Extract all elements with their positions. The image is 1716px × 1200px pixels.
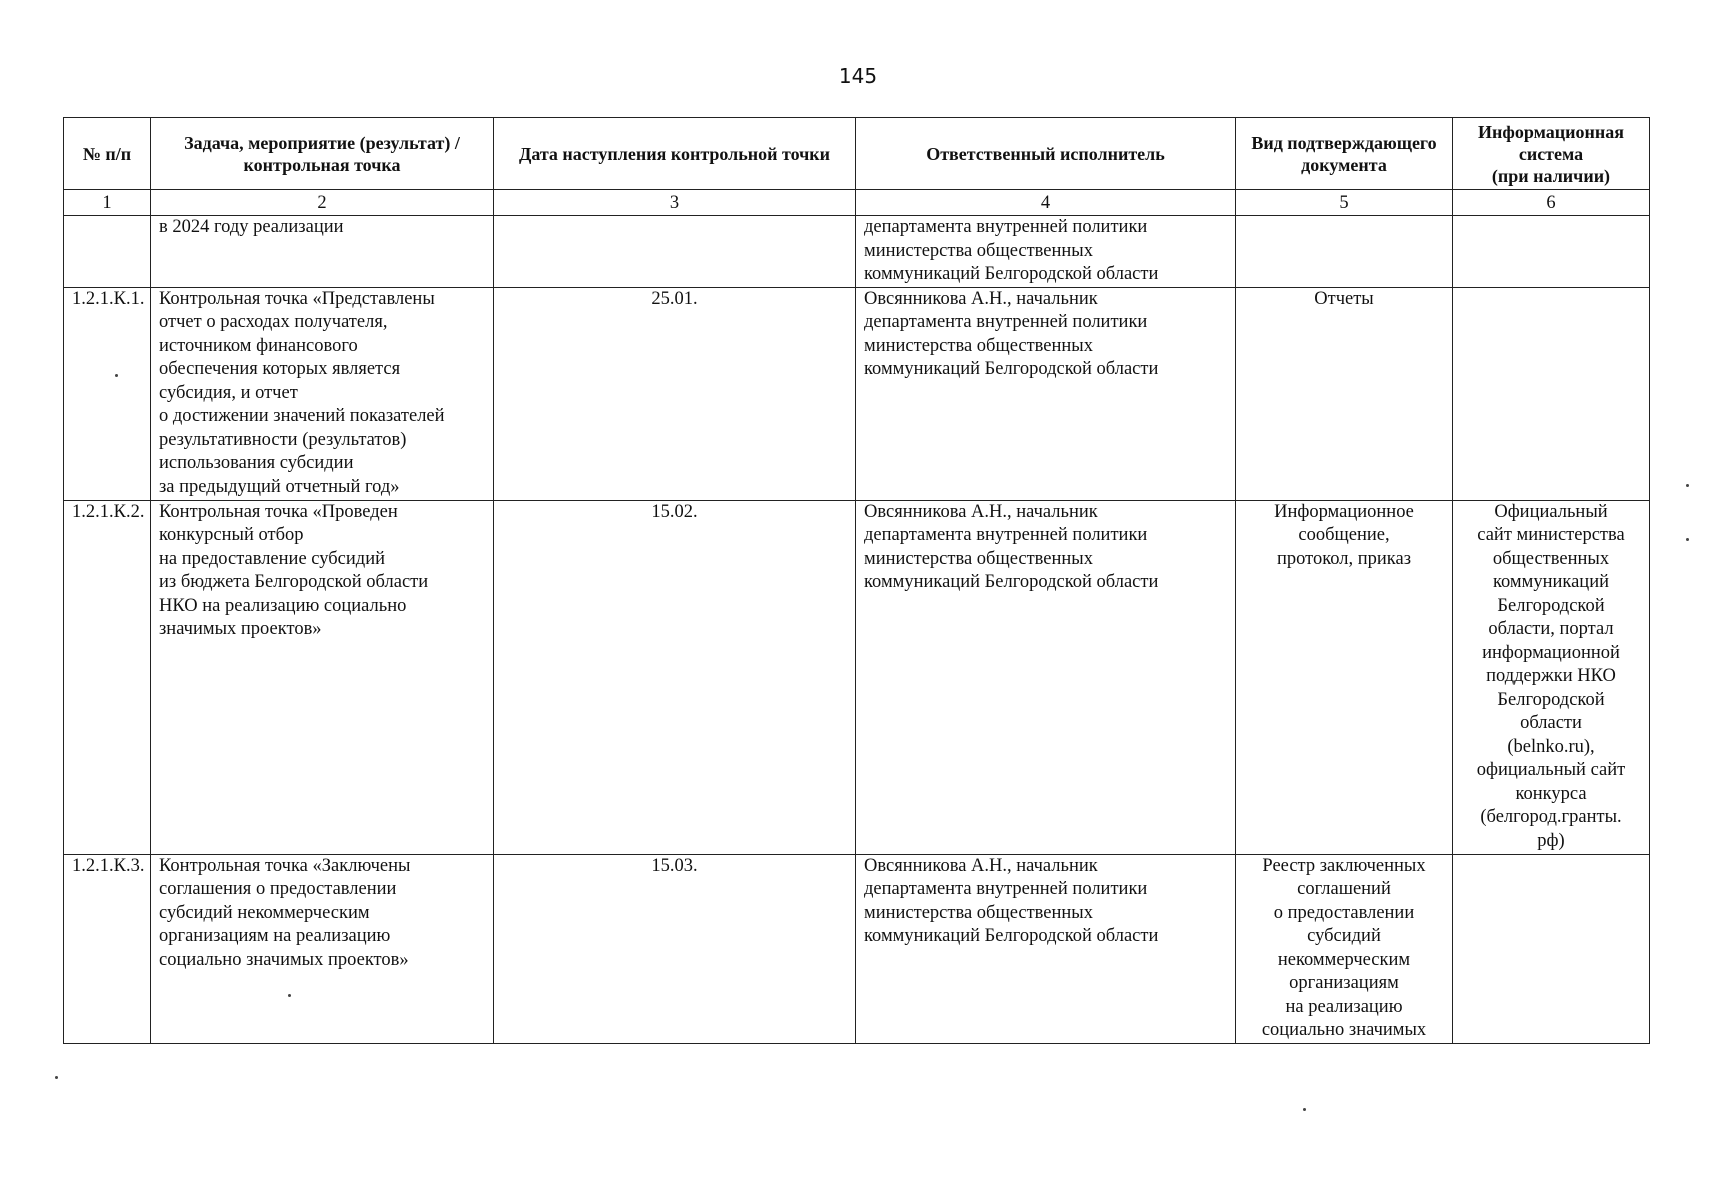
row-number	[64, 216, 151, 288]
row-responsible: департамента внутренней политики министерства общественных коммуникаций Белгородской области	[856, 216, 1236, 288]
scan-speck	[1686, 538, 1689, 541]
row-responsible: Овсянникова А.Н., начальник департамента внутренней политики министерства общественных коммуникаций Белгородской области	[856, 500, 1236, 854]
row-number: 1.2.1.К.2.	[64, 500, 151, 854]
table-row	[64, 500, 1650, 854]
row-system	[1453, 216, 1650, 288]
scan-speck	[1686, 484, 1689, 487]
row-document: Информационное сообщение, протокол, приказ	[1236, 500, 1453, 854]
row-number: 1.2.1.К.3.	[64, 854, 151, 1043]
table-row	[64, 216, 1650, 288]
table-header-row	[64, 118, 1650, 190]
control-points-table	[63, 117, 1650, 1044]
row-date: 15.02.	[494, 500, 856, 854]
row-task: Контрольная точка «Проведен конкурсный отбор на предоставление субсидий из бюджета Белгородской области НКО на реализацию социально значимых проектов»	[151, 500, 494, 854]
column-number-row	[64, 190, 1650, 216]
table-row	[64, 854, 1650, 1043]
row-task: Контрольная точка «Заключены соглашения о предоставлении субсидий некоммерческим организациям на реализацию социально значимых проектов»	[151, 854, 494, 1043]
header-responsible: Ответственный исполнитель	[856, 118, 1236, 190]
row-number: 1.2.1.К.1.	[64, 287, 151, 500]
row-document: Отчеты	[1236, 287, 1453, 500]
header-date: Дата наступления контрольной точки	[494, 118, 856, 190]
header-document: Вид подтверждающего документа	[1236, 118, 1453, 190]
row-task: в 2024 году реализации	[151, 216, 494, 288]
row-responsible: Овсянникова А.Н., начальник департамента внутренней политики министерства общественных коммуникаций Белгородской области	[856, 854, 1236, 1043]
column-number: 1	[64, 190, 151, 216]
header-system: Информационная система (при наличии)	[1453, 118, 1650, 190]
page-number: 145	[838, 64, 878, 88]
row-system	[1453, 854, 1650, 1043]
row-date	[494, 216, 856, 288]
header-num: № п/п	[64, 118, 151, 190]
scan-speck	[1303, 1108, 1306, 1111]
row-date: 25.01.	[494, 287, 856, 500]
row-document: Реестр заключенных соглашений о предоставлении субсидий некоммерческим организациям на реализацию социально значимых	[1236, 854, 1453, 1043]
column-number: 6	[1453, 190, 1650, 216]
column-number: 3	[494, 190, 856, 216]
header-task: Задача, мероприятие (результат) / контрольная точка	[151, 118, 494, 190]
row-document	[1236, 216, 1453, 288]
scan-speck	[115, 374, 118, 377]
column-number: 2	[151, 190, 494, 216]
column-number: 4	[856, 190, 1236, 216]
column-number: 5	[1236, 190, 1453, 216]
row-task: Контрольная точка «Представлены отчет о расходах получателя, источником финансового обеспечения которых является субсидия, и отчет о достижении значений показателей результативности (результатов) использования субсидии за предыдущий отчетный год»	[151, 287, 494, 500]
scan-speck	[288, 994, 291, 997]
row-date: 15.03.	[494, 854, 856, 1043]
row-responsible: Овсянникова А.Н., начальник департамента внутренней политики министерства общественных коммуникаций Белгородской области	[856, 287, 1236, 500]
scan-speck	[55, 1076, 58, 1079]
row-system	[1453, 287, 1650, 500]
table-row	[64, 287, 1650, 500]
row-system: Официальный сайт министерства общественных коммуникаций Белгородской области, портал информационной поддержки НКО Белгородской области (belnko.ru), официальный сайт конкурса (белгород.гранты. рф)	[1453, 500, 1650, 854]
